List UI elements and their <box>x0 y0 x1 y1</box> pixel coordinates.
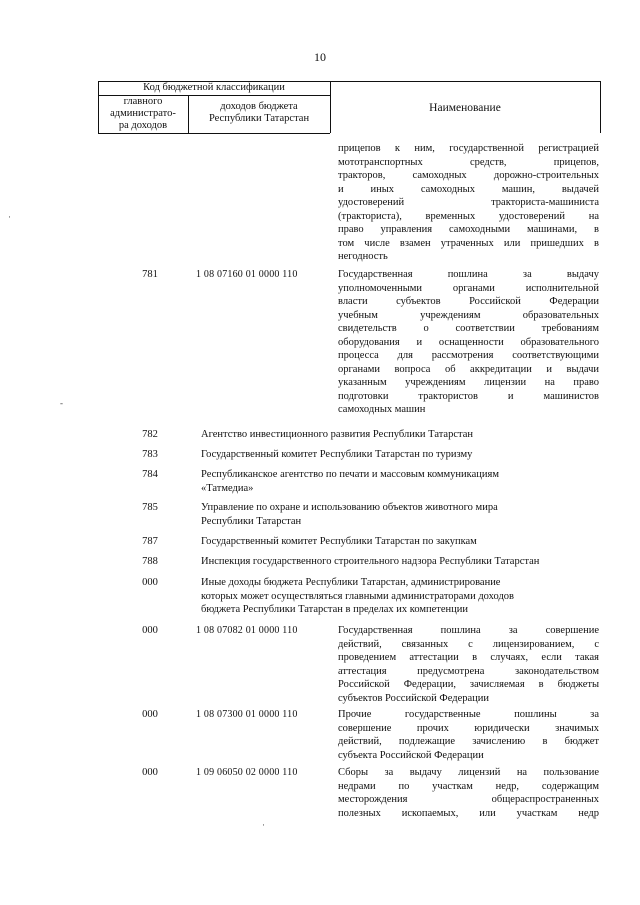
admin-code: 781 <box>142 269 158 280</box>
item-name-line: полезных ископаемых, или участкам недр <box>338 807 599 819</box>
item-name <box>338 766 599 820</box>
item-name-line: том числе взамен утраченных или пришедших в <box>338 237 599 249</box>
item-name-line: Республиканское агентство по печати и массовым коммуникациям <box>201 469 499 480</box>
table-header <box>98 81 600 133</box>
header-col-name: Наименование <box>429 102 501 114</box>
item-name-line: Государственная пошлина за совершение <box>338 625 599 636</box>
item-name-line: бюджета Республики Татарстан в пределах их компетенции <box>201 604 469 615</box>
header-col-revenue <box>188 101 330 125</box>
header-right-border <box>600 81 601 133</box>
item-name-line: Российской Федерации, зачисляемая в бюджеты <box>338 679 599 690</box>
admin-code: 784 <box>142 469 158 480</box>
item-name-line: действий, связанных с лицензированием, с <box>338 638 599 650</box>
admin-code: 785 <box>142 502 158 513</box>
header-col-revenue-line: Республики Татарстан <box>208 113 310 124</box>
admin-code: 000 <box>142 577 158 588</box>
item-name <box>338 268 599 417</box>
item-name-line: свидетельств о соответствии требованиям <box>338 323 599 334</box>
margin-mark: · <box>262 820 265 830</box>
item-name <box>201 501 599 528</box>
item-name <box>338 624 599 705</box>
revenue-code: 1 09 06050 02 0000 110 <box>196 767 298 778</box>
admin-code: 788 <box>142 556 158 567</box>
admin-code: 787 <box>142 536 158 547</box>
admin-code: 782 <box>142 429 158 440</box>
item-name-line: Инспекция государственного строительного надзора Республики Татарстан <box>201 556 540 567</box>
item-name-line: Государственный комитет Республики Татарстан по закупкам <box>201 536 477 547</box>
item-name-line: оборудования и оснащенности образовательного <box>338 336 599 348</box>
item-name-line: Агентство инвестиционного развития Республики Татарстан <box>201 429 474 440</box>
admin-code: 000 <box>142 767 158 778</box>
item-name-line: учебным учреждениям образовательных <box>338 309 599 321</box>
item-name-line: указанным учреждениям лицензии на право <box>338 377 599 388</box>
header-col-admin <box>98 96 188 132</box>
item-name-line: проведением аттестации в случаях, если такая <box>338 652 599 663</box>
item-name <box>201 555 599 569</box>
item-name <box>201 468 599 495</box>
item-name <box>338 708 599 762</box>
item-name-line: Сборы за выдачу лицензий на пользование <box>338 767 599 778</box>
item-name-line: прицепов к ним, государственной регистрацией <box>338 143 599 154</box>
item-name-line: Управление по охране и использованию объектов животного мира <box>201 502 498 513</box>
item-name-line: подготовки трактористов и машинистов <box>338 390 599 402</box>
page-number: 10 <box>314 50 326 64</box>
item-name-line: которых может осуществляться главными администраторами доходов <box>201 590 514 602</box>
item-name-line: Прочие государственные пошлины за <box>338 709 599 720</box>
item-name <box>201 448 599 462</box>
item-name-line: органами вопроса об аккредитации и выдачи <box>338 363 599 375</box>
item-name-line: власти субъектов Российской Федерации <box>338 296 599 307</box>
item-name-line: процесса для рассмотрения соответствующими <box>338 350 599 361</box>
item-name-line: (тракториста), временных удостоверений на <box>338 210 599 222</box>
item-name-line: субъекта Российской Федерации <box>338 749 484 761</box>
item-name-line: мототранспортных средств, прицепов, <box>338 156 599 168</box>
item-name-line: «Татмедиа» <box>201 482 254 494</box>
item-name-line: Государственный комитет Республики Татарстан по туризму <box>201 449 473 460</box>
item-name-line: и иных самоходных машин, выдачей <box>338 183 599 195</box>
item-name-line: Государственная пошлина за выдачу <box>338 269 599 280</box>
header-bottom-border <box>98 133 330 134</box>
revenue-code: 1 08 07160 01 0000 110 <box>196 269 298 280</box>
item-name-line: право управления самоходными машинами, в <box>338 224 599 235</box>
item-name-line: субъектов Российской Федерации <box>338 692 490 704</box>
item-name-line: месторождения общераспространенных <box>338 794 599 805</box>
header-col-revenue-line: доходов бюджета <box>220 101 298 112</box>
item-name <box>201 535 599 549</box>
item-name-line: совершение прочих юридически значимых <box>338 722 599 734</box>
item-name-line: Республики Татарстан <box>201 515 302 527</box>
item-name-line: негодность <box>338 251 388 262</box>
item-name-line: тракторов, самоходных дорожно-строительных <box>338 170 599 181</box>
admin-code: 000 <box>142 709 158 720</box>
header-col-admin-line: главного <box>123 96 163 107</box>
margin-mark: · <box>8 212 11 222</box>
item-name-line: аттестация предусмотрена законодательством <box>338 665 599 677</box>
revenue-code: 1 08 07300 01 0000 110 <box>196 709 298 720</box>
header-col-admin-line: администрато- <box>110 108 176 119</box>
item-name-line: уполномоченными органами исполнительной <box>338 282 599 294</box>
item-name-line: самоходных машин <box>338 404 426 415</box>
item-name <box>338 142 599 264</box>
admin-code: 783 <box>142 449 158 460</box>
revenue-code: 1 08 07082 01 0000 110 <box>196 625 298 636</box>
item-name-line: Иные доходы бюджета Республики Татарстан, администрирование <box>201 577 501 588</box>
item-name-line: недрами по участкам недр, содержащим <box>338 780 599 792</box>
item-name-line: удостоверений тракториста-машиниста <box>338 197 599 208</box>
item-name-line: действий, подлежащие зачислению в бюджет <box>338 736 599 747</box>
admin-code: 000 <box>142 625 158 636</box>
header-group-title: Код бюджетной классификации <box>143 82 285 93</box>
header-col-admin-line: ра доходов <box>118 120 168 131</box>
item-name <box>201 428 599 442</box>
margin-mark: - <box>60 398 63 408</box>
item-name <box>201 576 599 617</box>
